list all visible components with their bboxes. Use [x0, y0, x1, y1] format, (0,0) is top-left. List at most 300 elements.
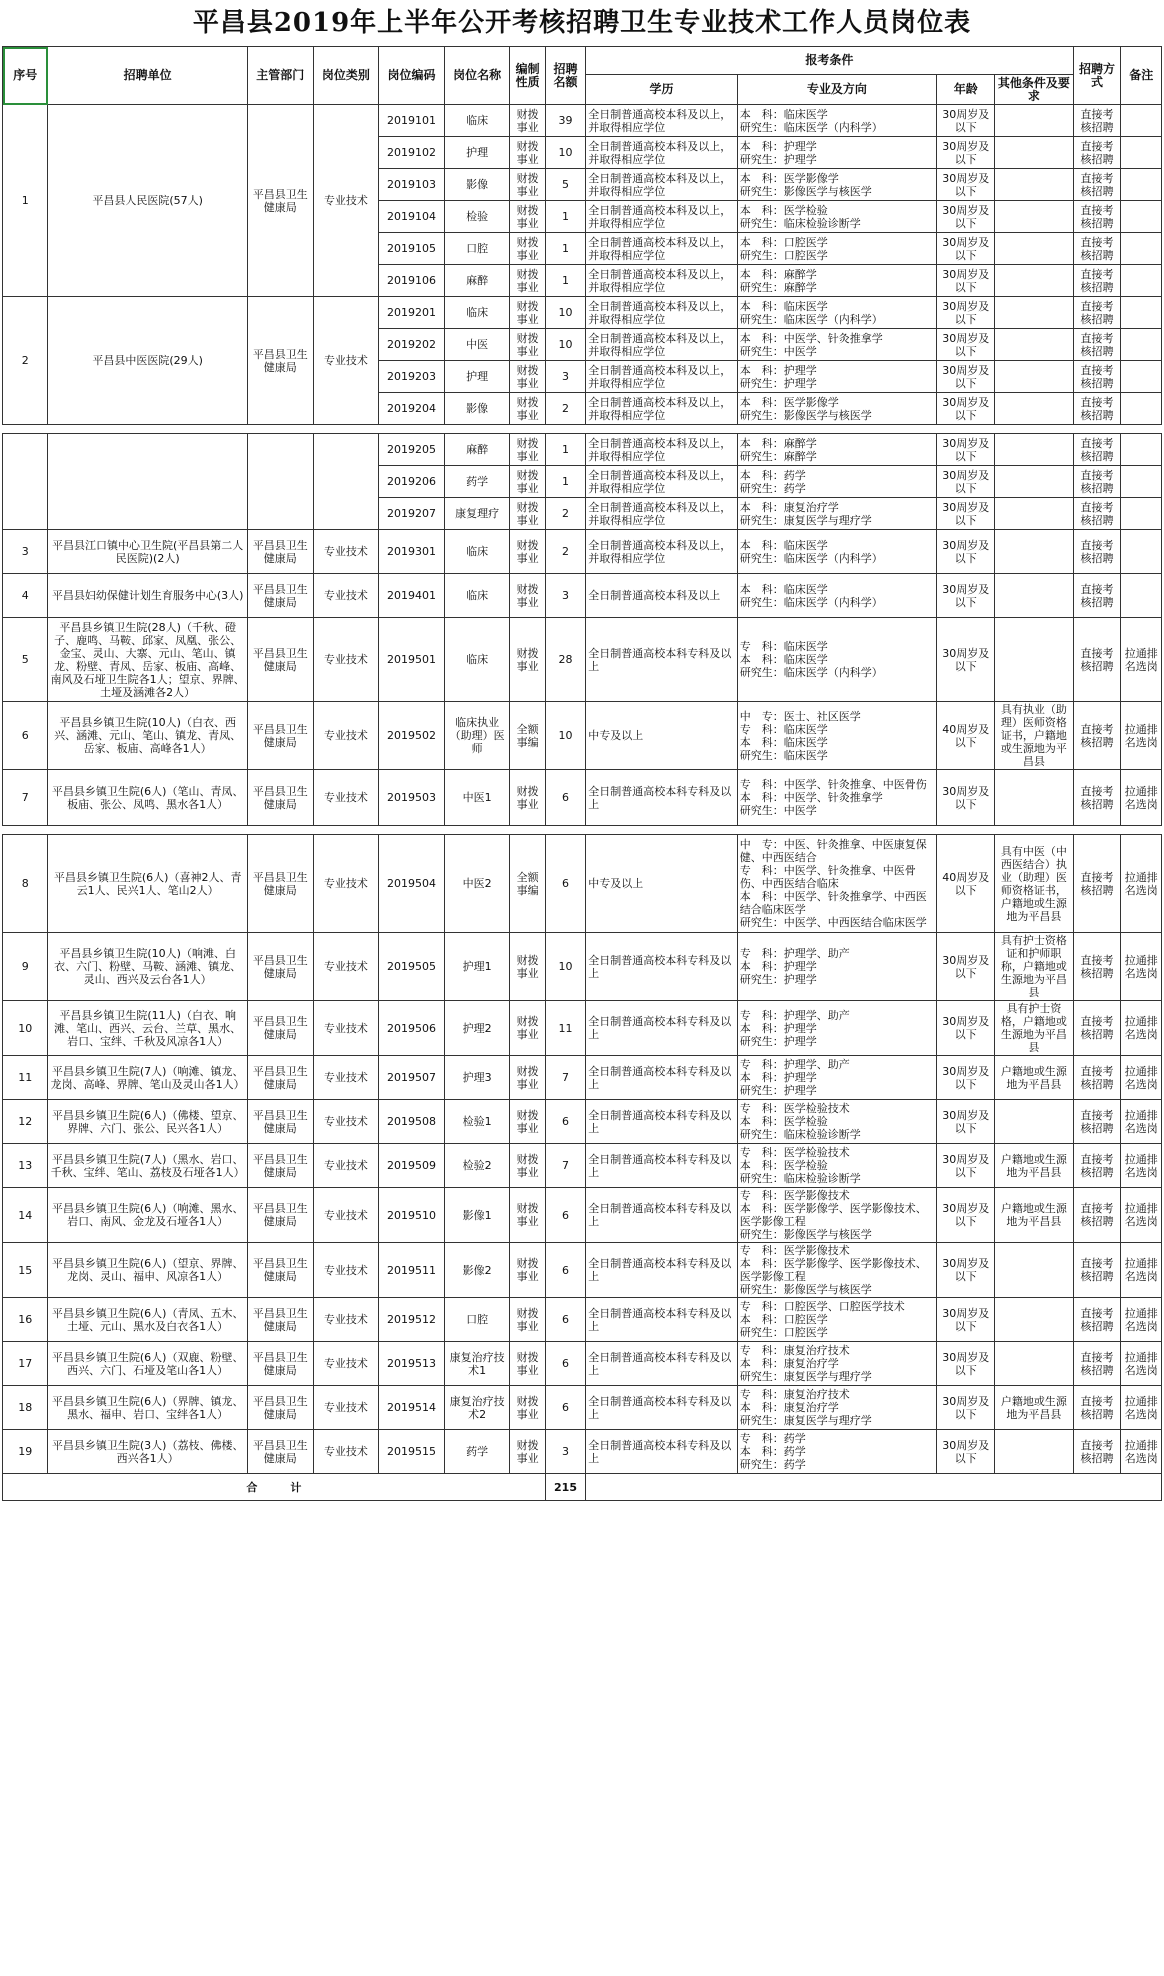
dept-cell: 平昌县卫生健康局 — [247, 530, 313, 574]
number-cell: 1 — [545, 201, 585, 233]
unit-cell: 平昌县人民医院(57人) — [48, 105, 247, 297]
seq-cell: 13 — [3, 1144, 48, 1188]
header-age: 年龄 — [937, 75, 995, 105]
nature-cell: 财拨事业 — [510, 574, 545, 618]
table-row — [3, 1100, 1162, 1144]
header-unit: 招聘单位 — [48, 47, 247, 105]
dept-cell: 平昌县卫生健康局 — [247, 1056, 313, 1100]
table-row — [3, 702, 1162, 770]
method-cell: 直接考核招聘 — [1073, 1100, 1121, 1144]
code-cell: 2019103 — [379, 169, 445, 201]
table-row — [3, 1342, 1162, 1386]
age-cell: 30周岁及以下 — [937, 201, 995, 233]
seq-cell: 16 — [3, 1298, 48, 1342]
method-cell: 直接考核招聘 — [1073, 393, 1121, 425]
method-cell: 直接考核招聘 — [1073, 233, 1121, 265]
nature-cell: 财拨事业 — [510, 770, 545, 826]
note-cell — [1121, 169, 1162, 201]
age-cell: 30周岁及以下 — [937, 393, 995, 425]
seq-cell: 1 — [3, 105, 48, 297]
major-cell: 专 科：护理学、助产 本 科：护理学 研究生：护理学 — [737, 1001, 936, 1056]
education-cell: 全日制普通高校本科及以上，并取得相应学位 — [586, 530, 738, 574]
code-cell: 2019508 — [379, 1100, 445, 1144]
code-cell: 2019507 — [379, 1056, 445, 1100]
dept-cell: 平昌县卫生健康局 — [247, 770, 313, 826]
note-cell — [1121, 498, 1162, 530]
nature-cell: 财拨事业 — [510, 933, 545, 1001]
nature-cell: 财拨事业 — [510, 1386, 545, 1430]
total-value: 215 — [545, 1474, 585, 1501]
note-cell: 拉通排名选岗 — [1121, 1144, 1162, 1188]
number-cell: 3 — [545, 574, 585, 618]
header-category: 岗位类别 — [313, 47, 379, 105]
number-cell: 2 — [545, 498, 585, 530]
education-cell: 全日制普通高校本科及以上，并取得相应学位 — [586, 329, 738, 361]
note-cell: 拉通排名选岗 — [1121, 1056, 1162, 1100]
number-cell: 11 — [545, 1001, 585, 1056]
education-cell: 全日制普通高校本科专科及以上 — [586, 1001, 738, 1056]
post-cell: 临床 — [444, 618, 510, 702]
education-cell: 全日制普通高校本科专科及以上 — [586, 1298, 738, 1342]
category-cell: 专业技术 — [313, 105, 379, 297]
dept-cell: 平昌县卫生健康局 — [247, 1243, 313, 1298]
other-cell: 具有执业（助理）医师资格证书，户籍地或生源地为平昌县 — [995, 702, 1073, 770]
age-cell: 40周岁及以下 — [937, 702, 995, 770]
post-cell: 检验2 — [444, 1144, 510, 1188]
age-cell: 30周岁及以下 — [937, 1386, 995, 1430]
major-cell: 本 科：护理学 研究生：护理学 — [737, 361, 936, 393]
major-cell: 本 科：临床医学 研究生：临床医学（内科学） — [737, 105, 936, 137]
education-cell: 全日制普通高校本科专科及以上 — [586, 618, 738, 702]
page-gap — [3, 425, 1162, 434]
unit-cell: 平昌县乡镇卫生院(6人)（喜神2人、青云1人、民兴1人、笔山2人） — [48, 835, 247, 933]
code-cell: 2019203 — [379, 361, 445, 393]
dept-cell: 平昌县卫生健康局 — [247, 702, 313, 770]
nature-cell: 财拨事业 — [510, 1243, 545, 1298]
method-cell: 直接考核招聘 — [1073, 1001, 1121, 1056]
table-row — [3, 1243, 1162, 1298]
note-cell — [1121, 105, 1162, 137]
code-cell: 2019513 — [379, 1342, 445, 1386]
table-row — [3, 1144, 1162, 1188]
major-cell: 专 科：医学检验技术 本 科：医学检验 研究生：临床检验诊断学 — [737, 1144, 936, 1188]
category-cell: 专业技术 — [313, 1056, 379, 1100]
code-cell: 2019505 — [379, 933, 445, 1001]
seq-cell: 8 — [3, 835, 48, 933]
code-cell: 2019503 — [379, 770, 445, 826]
code-cell: 2019204 — [379, 393, 445, 425]
dept-cell: 平昌县卫生健康局 — [247, 1298, 313, 1342]
other-cell — [995, 1100, 1073, 1144]
unit-cell: 平昌县乡镇卫生院(6人)（响滩、黑水、岩口、南风、金龙及石垭各1人） — [48, 1188, 247, 1243]
major-cell: 专 科：医学影像技术 本 科：医学影像学、医学影像技术、医学影像工程 研究生：影像医学与核医学 — [737, 1188, 936, 1243]
post-cell: 中医 — [444, 329, 510, 361]
nature-cell: 财拨事业 — [510, 434, 545, 466]
category-cell: 专业技术 — [313, 297, 379, 425]
method-cell: 直接考核招聘 — [1073, 574, 1121, 618]
education-cell: 中专及以上 — [586, 702, 738, 770]
table-row — [3, 770, 1162, 826]
method-cell: 直接考核招聘 — [1073, 1386, 1121, 1430]
seq-cell: 7 — [3, 770, 48, 826]
seq-cell: 12 — [3, 1100, 48, 1144]
note-cell — [1121, 434, 1162, 466]
header-seq[interactable]: 序号 — [3, 47, 48, 105]
table-row — [3, 1188, 1162, 1243]
unit-cell: 平昌县乡镇卫生院(6人)（青凤、五木、土垭、元山、黑水及白衣各1人） — [48, 1298, 247, 1342]
seq-cell: 17 — [3, 1342, 48, 1386]
method-cell: 直接考核招聘 — [1073, 105, 1121, 137]
nature-cell: 财拨事业 — [510, 393, 545, 425]
method-cell: 直接考核招聘 — [1073, 1342, 1121, 1386]
method-cell: 直接考核招聘 — [1073, 137, 1121, 169]
note-cell — [1121, 466, 1162, 498]
education-cell: 全日制普通高校本科专科及以上 — [586, 1430, 738, 1474]
code-cell: 2019205 — [379, 434, 445, 466]
number-cell: 6 — [545, 1342, 585, 1386]
nature-cell: 财拨事业 — [510, 201, 545, 233]
seq-cell: 9 — [3, 933, 48, 1001]
major-cell: 本 科：临床医学 研究生：临床医学（内科学） — [737, 530, 936, 574]
number-cell: 6 — [545, 1298, 585, 1342]
other-cell — [995, 233, 1073, 265]
other-cell — [995, 574, 1073, 618]
age-cell: 30周岁及以下 — [937, 297, 995, 329]
seq-cell: 15 — [3, 1243, 48, 1298]
post-cell: 临床 — [444, 105, 510, 137]
category-cell: 专业技术 — [313, 933, 379, 1001]
major-cell: 中 专：医士、社区医学 专 科：临床医学 本 科：临床医学 研究生：临床医学 — [737, 702, 936, 770]
age-cell: 30周岁及以下 — [937, 1298, 995, 1342]
category-cell: 专业技术 — [313, 1001, 379, 1056]
age-cell: 30周岁及以下 — [937, 1188, 995, 1243]
age-cell: 30周岁及以下 — [937, 498, 995, 530]
other-cell — [995, 530, 1073, 574]
method-cell: 直接考核招聘 — [1073, 1430, 1121, 1474]
number-cell: 6 — [545, 1100, 585, 1144]
code-cell: 2019201 — [379, 297, 445, 329]
seq-cell — [3, 434, 48, 530]
table-row — [3, 933, 1162, 1001]
note-cell — [1121, 297, 1162, 329]
nature-cell: 财拨事业 — [510, 1056, 545, 1100]
seq-cell: 10 — [3, 1001, 48, 1056]
note-cell: 拉通排名选岗 — [1121, 1188, 1162, 1243]
nature-cell: 财拨事业 — [510, 105, 545, 137]
unit-cell: 平昌县中医医院(29人) — [48, 297, 247, 425]
number-cell: 3 — [545, 1430, 585, 1474]
method-cell: 直接考核招聘 — [1073, 361, 1121, 393]
note-cell — [1121, 265, 1162, 297]
code-cell: 2019504 — [379, 835, 445, 933]
note-cell: 拉通排名选岗 — [1121, 702, 1162, 770]
age-cell: 30周岁及以下 — [937, 530, 995, 574]
method-cell: 直接考核招聘 — [1073, 835, 1121, 933]
age-cell: 30周岁及以下 — [937, 1001, 995, 1056]
method-cell: 直接考核招聘 — [1073, 702, 1121, 770]
seq-cell: 3 — [3, 530, 48, 574]
age-cell: 40周岁及以下 — [937, 835, 995, 933]
nature-cell: 财拨事业 — [510, 137, 545, 169]
number-cell: 6 — [545, 1386, 585, 1430]
major-cell: 本 科：医学检验 研究生：临床检验诊断学 — [737, 201, 936, 233]
post-cell: 中医2 — [444, 835, 510, 933]
method-cell: 直接考核招聘 — [1073, 169, 1121, 201]
note-cell — [1121, 329, 1162, 361]
other-cell — [995, 169, 1073, 201]
other-cell — [995, 265, 1073, 297]
post-cell: 中医1 — [444, 770, 510, 826]
code-cell: 2019512 — [379, 1298, 445, 1342]
number-cell: 10 — [545, 297, 585, 329]
education-cell: 全日制普通高校本科专科及以上 — [586, 1342, 738, 1386]
other-cell — [995, 297, 1073, 329]
method-cell: 直接考核招聘 — [1073, 329, 1121, 361]
unit-cell: 平昌县乡镇卫生院(3人)（荔枝、佛楼、西兴各1人） — [48, 1430, 247, 1474]
post-cell: 康复治疗技术1 — [444, 1342, 510, 1386]
education-cell: 全日制普通高校本科及以上，并取得相应学位 — [586, 265, 738, 297]
unit-cell: 平昌县乡镇卫生院(6人)（双鹿、粉壁、西兴、六门、石垭及笔山各1人） — [48, 1342, 247, 1386]
seq-cell: 14 — [3, 1188, 48, 1243]
major-cell: 专 科：医学检验技术 本 科：医学检验 研究生：临床检验诊断学 — [737, 1100, 936, 1144]
age-cell: 30周岁及以下 — [937, 233, 995, 265]
note-cell: 拉通排名选岗 — [1121, 1430, 1162, 1474]
unit-cell: 平昌县乡镇卫生院(10人)（白衣、西兴、涵滩、元山、笔山、镇龙、青凤、岳家、板庙、高峰各1人） — [48, 702, 247, 770]
dept-cell — [247, 434, 313, 530]
unit-cell: 平昌县乡镇卫生院(11人)（白衣、响滩、笔山、西兴、云台、兰草、黑水、岩口、宝绊、千秋及风凉各1人） — [48, 1001, 247, 1056]
number-cell: 10 — [545, 329, 585, 361]
other-cell — [995, 361, 1073, 393]
post-cell: 影像1 — [444, 1188, 510, 1243]
code-cell: 2019101 — [379, 105, 445, 137]
post-cell: 药学 — [444, 1430, 510, 1474]
major-cell: 本 科：麻醉学 研究生：麻醉学 — [737, 265, 936, 297]
unit-cell: 平昌县乡镇卫生院(10人)（响滩、白衣、六门、粉壁、马鞍、涵滩、镇龙、灵山、西兴及云台各1人） — [48, 933, 247, 1001]
header-post: 岗位名称 — [444, 47, 510, 105]
category-cell: 专业技术 — [313, 702, 379, 770]
code-cell: 2019509 — [379, 1144, 445, 1188]
major-cell: 专 科：护理学、助产 本 科：护理学 研究生：护理学 — [737, 933, 936, 1001]
age-cell: 30周岁及以下 — [937, 361, 995, 393]
age-cell: 30周岁及以下 — [937, 574, 995, 618]
number-cell: 6 — [545, 1188, 585, 1243]
header-dept: 主管部门 — [247, 47, 313, 105]
age-cell: 30周岁及以下 — [937, 329, 995, 361]
page-gap — [3, 826, 1162, 835]
age-cell: 30周岁及以下 — [937, 933, 995, 1001]
education-cell: 全日制普通高校本科及以上，并取得相应学位 — [586, 466, 738, 498]
age-cell: 30周岁及以下 — [937, 105, 995, 137]
major-cell: 本 科：中医学、针灸推拿学 研究生：中医学 — [737, 329, 936, 361]
other-cell: 具有中医（中西医结合）执业（助理）医师资格证书，户籍地或生源地为平昌县 — [995, 835, 1073, 933]
code-cell: 2019502 — [379, 702, 445, 770]
number-cell: 39 — [545, 105, 585, 137]
age-cell: 30周岁及以下 — [937, 1056, 995, 1100]
education-cell: 全日制普通高校本科及以上，并取得相应学位 — [586, 393, 738, 425]
post-cell: 临床 — [444, 530, 510, 574]
number-cell: 1 — [545, 265, 585, 297]
table-row — [3, 618, 1162, 702]
major-cell: 本 科：医学影像学 研究生：影像医学与核医学 — [737, 393, 936, 425]
unit-cell: 平昌县乡镇卫生院(7人)（黑水、岩口、千秋、宝绊、笔山、荔枝及石垭各1人） — [48, 1144, 247, 1188]
post-cell: 影像 — [444, 169, 510, 201]
dept-cell: 平昌县卫生健康局 — [247, 1188, 313, 1243]
note-cell: 拉通排名选岗 — [1121, 933, 1162, 1001]
header-other: 其他条件及要求 — [995, 75, 1073, 105]
nature-cell: 财拨事业 — [510, 618, 545, 702]
other-cell — [995, 1342, 1073, 1386]
note-cell — [1121, 201, 1162, 233]
nature-cell: 全额事编 — [510, 835, 545, 933]
other-cell: 户籍地或生源地为平昌县 — [995, 1144, 1073, 1188]
other-cell — [995, 1243, 1073, 1298]
number-cell: 3 — [545, 361, 585, 393]
method-cell: 直接考核招聘 — [1073, 618, 1121, 702]
number-cell: 2 — [545, 530, 585, 574]
method-cell: 直接考核招聘 — [1073, 466, 1121, 498]
other-cell — [995, 434, 1073, 466]
unit-cell: 平昌县妇幼保健计划生育服务中心(3人) — [48, 574, 247, 618]
age-cell: 30周岁及以下 — [937, 770, 995, 826]
seq-cell: 18 — [3, 1386, 48, 1430]
post-cell: 口腔 — [444, 1298, 510, 1342]
other-cell: 具有护士资格证和护师职称，户籍地或生源地为平昌县 — [995, 933, 1073, 1001]
nature-cell: 财拨事业 — [510, 498, 545, 530]
dept-cell: 平昌县卫生健康局 — [247, 1386, 313, 1430]
code-cell: 2019102 — [379, 137, 445, 169]
method-cell: 直接考核招聘 — [1073, 434, 1121, 466]
post-cell: 康复理疗 — [444, 498, 510, 530]
table-row — [3, 530, 1162, 574]
other-cell — [995, 329, 1073, 361]
education-cell: 全日制普通高校本科及以上，并取得相应学位 — [586, 434, 738, 466]
note-cell: 拉通排名选岗 — [1121, 1298, 1162, 1342]
nature-cell: 财拨事业 — [510, 466, 545, 498]
dept-cell: 平昌县卫生健康局 — [247, 1001, 313, 1056]
category-cell: 专业技术 — [313, 1100, 379, 1144]
method-cell: 直接考核招聘 — [1073, 933, 1121, 1001]
education-cell: 全日制普通高校本科专科及以上 — [586, 1188, 738, 1243]
post-cell: 护理3 — [444, 1056, 510, 1100]
major-cell: 中 专：中医、针灸推拿、中医康复保健、中西医结合 专 科：中医学、针灸推拿、中医骨伤、中西医结合临床 本 科：中医学、针灸推拿学、中西医结合临床医学 研究生：中医学、中西医结合临床医学 — [737, 835, 936, 933]
nature-cell: 财拨事业 — [510, 1342, 545, 1386]
age-cell: 30周岁及以下 — [937, 265, 995, 297]
nature-cell: 财拨事业 — [510, 169, 545, 201]
other-cell — [995, 498, 1073, 530]
unit-cell: 平昌县乡镇卫生院(6人)（笔山、青凤、板庙、张公、凤鸣、黑水各1人） — [48, 770, 247, 826]
dept-cell: 平昌县卫生健康局 — [247, 933, 313, 1001]
code-cell: 2019514 — [379, 1386, 445, 1430]
category-cell — [313, 434, 379, 530]
number-cell: 28 — [545, 618, 585, 702]
code-cell: 2019515 — [379, 1430, 445, 1474]
nature-cell: 财拨事业 — [510, 1188, 545, 1243]
header-education: 学历 — [586, 75, 738, 105]
note-cell: 拉通排名选岗 — [1121, 835, 1162, 933]
post-cell: 检验1 — [444, 1100, 510, 1144]
number-cell: 10 — [545, 702, 585, 770]
major-cell: 本 科：临床医学 研究生：临床医学（内科学） — [737, 574, 936, 618]
education-cell: 全日制普通高校本科及以上 — [586, 574, 738, 618]
method-cell: 直接考核招聘 — [1073, 1144, 1121, 1188]
dept-cell: 平昌县卫生健康局 — [247, 105, 313, 297]
major-cell: 本 科：康复治疗学 研究生：康复医学与理疗学 — [737, 498, 936, 530]
method-cell: 直接考核招聘 — [1073, 297, 1121, 329]
note-cell: 拉通排名选岗 — [1121, 618, 1162, 702]
note-cell: 拉通排名选岗 — [1121, 1342, 1162, 1386]
unit-cell: 平昌县乡镇卫生院(6人)（望京、界牌、龙岗、灵山、福申、风凉各1人） — [48, 1243, 247, 1298]
other-cell — [995, 618, 1073, 702]
table-row — [3, 1430, 1162, 1474]
method-cell: 直接考核招聘 — [1073, 1298, 1121, 1342]
code-cell: 2019506 — [379, 1001, 445, 1056]
number-cell: 7 — [545, 1056, 585, 1100]
nature-cell: 财拨事业 — [510, 1430, 545, 1474]
major-cell: 本 科：护理学 研究生：护理学 — [737, 137, 936, 169]
number-cell: 5 — [545, 169, 585, 201]
education-cell: 全日制普通高校本科专科及以上 — [586, 770, 738, 826]
other-cell: 具有护士资格，户籍地或生源地为平昌县 — [995, 1001, 1073, 1056]
code-cell: 2019207 — [379, 498, 445, 530]
post-cell: 护理1 — [444, 933, 510, 1001]
age-cell: 30周岁及以下 — [937, 618, 995, 702]
note-cell: 拉通排名选岗 — [1121, 1001, 1162, 1056]
total-row — [3, 1474, 1162, 1501]
major-cell: 专 科：康复治疗技术 本 科：康复治疗学 研究生：康复医学与理疗学 — [737, 1386, 936, 1430]
dept-cell: 平昌县卫生健康局 — [247, 1342, 313, 1386]
code-cell: 2019206 — [379, 466, 445, 498]
unit-cell: 平昌县乡镇卫生院(7人)（响滩、镇龙、龙岗、高峰、界牌、笔山及灵山各1人） — [48, 1056, 247, 1100]
table-row — [3, 574, 1162, 618]
dept-cell: 平昌县卫生健康局 — [247, 1100, 313, 1144]
number-cell: 6 — [545, 1243, 585, 1298]
seq-cell: 5 — [3, 618, 48, 702]
note-cell — [1121, 137, 1162, 169]
method-cell: 直接考核招聘 — [1073, 1056, 1121, 1100]
education-cell: 全日制普通高校本科专科及以上 — [586, 1100, 738, 1144]
seq-cell: 6 — [3, 702, 48, 770]
major-cell: 本 科：口腔医学 研究生：口腔医学 — [737, 233, 936, 265]
note-cell: 拉通排名选岗 — [1121, 1386, 1162, 1430]
dept-cell: 平昌县卫生健康局 — [247, 574, 313, 618]
other-cell — [995, 466, 1073, 498]
education-cell: 全日制普通高校本科及以上，并取得相应学位 — [586, 137, 738, 169]
other-cell: 户籍地或生源地为平昌县 — [995, 1056, 1073, 1100]
code-cell: 2019202 — [379, 329, 445, 361]
number-cell: 6 — [545, 770, 585, 826]
page-title: 平昌县2019年上半年公开考核招聘卫生专业技术工作人员岗位表 — [192, 8, 972, 38]
major-cell: 专 科：中医学、针灸推拿、中医骨伤 本 科：中医学、针灸推拿学 研究生：中医学 — [737, 770, 936, 826]
total-blank — [586, 1474, 1162, 1501]
education-cell: 全日制普通高校本科专科及以上 — [586, 1144, 738, 1188]
category-cell: 专业技术 — [313, 1188, 379, 1243]
dept-cell: 平昌县卫生健康局 — [247, 297, 313, 425]
unit-cell: 平昌县江口镇中心卫生院(平昌县第二人民医院)(2人) — [48, 530, 247, 574]
education-cell: 全日制普通高校本科及以上，并取得相应学位 — [586, 297, 738, 329]
post-cell: 护理2 — [444, 1001, 510, 1056]
education-cell: 全日制普通高校本科及以上，并取得相应学位 — [586, 169, 738, 201]
number-cell: 2 — [545, 393, 585, 425]
note-cell — [1121, 361, 1162, 393]
major-cell: 专 科：医学影像技术 本 科：医学影像学、医学影像技术、医学影像工程 研究生：影像医学与核医学 — [737, 1243, 936, 1298]
category-cell: 专业技术 — [313, 835, 379, 933]
number-cell: 1 — [545, 434, 585, 466]
note-cell: 拉通排名选岗 — [1121, 770, 1162, 826]
code-cell: 2019401 — [379, 574, 445, 618]
post-cell: 影像2 — [444, 1243, 510, 1298]
note-cell: 拉通排名选岗 — [1121, 1100, 1162, 1144]
header-major: 专业及方向 — [737, 75, 936, 105]
